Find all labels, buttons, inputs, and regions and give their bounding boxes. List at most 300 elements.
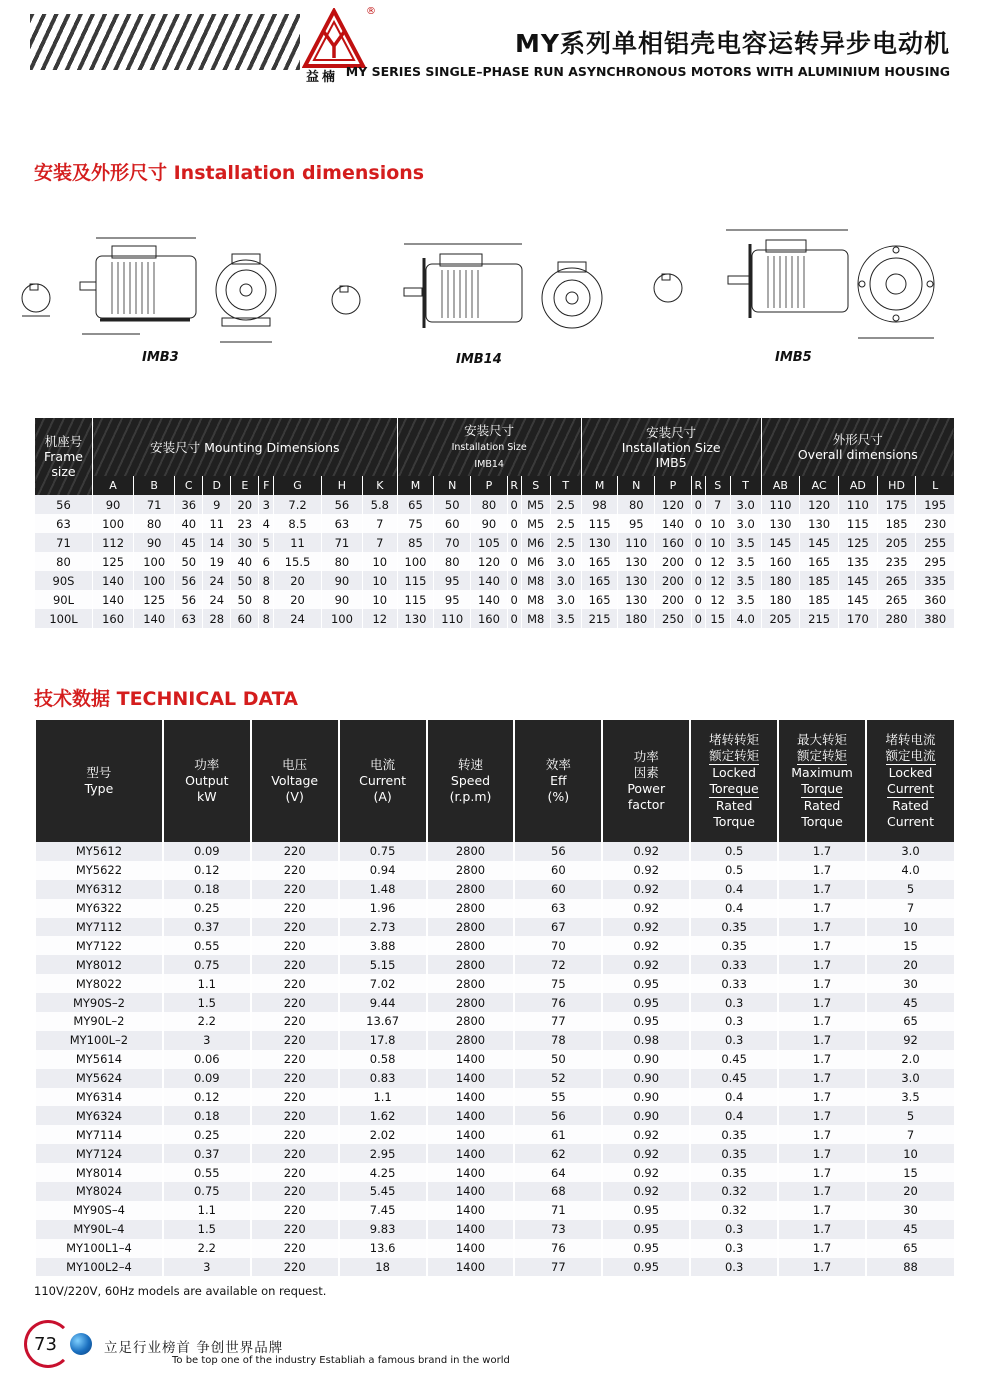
tech-col-header: 功率 因素 Power factor xyxy=(602,720,690,842)
dimension-cell: 9 xyxy=(203,495,231,514)
dimension-cell: 90 xyxy=(321,590,362,609)
tech-value-cell: 0.75 xyxy=(339,842,427,861)
tech-value-cell: 65 xyxy=(866,1012,954,1031)
tech-value-cell: 1400 xyxy=(427,1125,515,1144)
dimension-cell: 65 xyxy=(397,495,434,514)
dimension-cell: 8 xyxy=(259,571,274,590)
page-title-cn: MY系列单相铝壳电容运转异步电动机 xyxy=(515,29,950,58)
dimension-cell: 145 xyxy=(839,590,878,609)
tech-value-cell: 0.92 xyxy=(602,842,690,861)
dim-col-header: AB xyxy=(761,476,800,495)
dimension-cell: 4 xyxy=(259,514,274,533)
tech-value-cell: 220 xyxy=(251,1106,339,1125)
tech-value-cell: 0.3 xyxy=(690,1258,778,1277)
tech-value-cell: 18 xyxy=(339,1258,427,1277)
dimension-cell: 80 xyxy=(321,552,362,571)
dimension-cell: 15.5 xyxy=(274,552,322,571)
imb3-shaft-end-icon xyxy=(22,284,50,316)
dimension-cell: 3.5 xyxy=(730,533,761,552)
dimension-cell: 40 xyxy=(231,552,259,571)
tech-value-cell: 0.58 xyxy=(339,1050,427,1069)
tech-value-cell: 1400 xyxy=(427,1201,515,1220)
dim-col-header: S xyxy=(521,476,550,495)
imb14-shaft-end-icon xyxy=(332,286,360,314)
dimension-cell: 0 xyxy=(507,571,521,590)
tech-value-cell: 1.7 xyxy=(778,936,866,955)
frame-size-cell: 100L xyxy=(35,609,93,628)
dimension-cell: 7 xyxy=(362,514,397,533)
dimension-cell: 100 xyxy=(321,609,362,628)
table-row xyxy=(35,1239,954,1258)
tech-value-cell: 220 xyxy=(251,842,339,861)
model-type-cell: MY8014 xyxy=(35,1163,163,1182)
dimension-cell: 20 xyxy=(231,495,259,514)
dimension-cell: 120 xyxy=(800,495,839,514)
tech-value-cell: 1.7 xyxy=(778,1012,866,1031)
table-row xyxy=(35,955,954,974)
tech-value-cell: 1.7 xyxy=(778,1031,866,1050)
table-row xyxy=(35,1050,954,1069)
tech-value-cell: 0.92 xyxy=(602,955,690,974)
table-row xyxy=(35,861,954,880)
table-row xyxy=(35,1144,954,1163)
tech-value-cell: 0.92 xyxy=(602,1163,690,1182)
imb5-size-header: 安装尺寸 Installation Size IMB5 xyxy=(581,418,761,476)
dimensions-table-body xyxy=(35,495,955,628)
tech-value-cell: 0.3 xyxy=(690,1031,778,1050)
dimension-cell: 180 xyxy=(761,590,800,609)
tech-value-cell: 1.5 xyxy=(163,1220,251,1239)
tech-value-cell: 0.12 xyxy=(163,861,251,880)
dimension-cell: 50 xyxy=(434,495,471,514)
table-row xyxy=(35,974,954,993)
dimension-cell: 2.5 xyxy=(550,514,581,533)
tech-value-cell: 2800 xyxy=(427,993,515,1012)
tech-col-header: 功率 Output kW xyxy=(163,720,251,842)
tech-value-cell: 0.4 xyxy=(690,899,778,918)
dimension-cell: 140 xyxy=(93,590,134,609)
dimension-cell: 160 xyxy=(471,609,508,628)
model-type-cell: MY7122 xyxy=(35,936,163,955)
dimension-cell: 12 xyxy=(705,552,730,571)
dimension-cell: 45 xyxy=(175,533,203,552)
tech-value-cell: 52 xyxy=(514,1069,602,1088)
tech-value-cell: 220 xyxy=(251,1144,339,1163)
tech-col-header: 效率 Eff (%) xyxy=(514,720,602,842)
tech-value-cell: 7.45 xyxy=(339,1201,427,1220)
dimension-cell: 12 xyxy=(362,609,397,628)
tech-value-cell: 78 xyxy=(514,1031,602,1050)
tech-value-cell: 70 xyxy=(514,936,602,955)
dim-col-header: P xyxy=(471,476,508,495)
dimension-cell: 15 xyxy=(705,609,730,628)
tech-value-cell: 1.7 xyxy=(778,974,866,993)
dimension-cell: 130 xyxy=(618,590,655,609)
table-row xyxy=(35,590,955,609)
registered-mark: ® xyxy=(366,6,376,17)
dimension-cell: 80 xyxy=(618,495,655,514)
tech-value-cell: 72 xyxy=(514,955,602,974)
tech-value-cell: 220 xyxy=(251,1088,339,1107)
model-type-cell: MY8022 xyxy=(35,974,163,993)
table-row xyxy=(35,1106,954,1125)
tech-value-cell: 0.35 xyxy=(690,1144,778,1163)
tech-value-cell: 0.3 xyxy=(690,993,778,1012)
model-type-cell: MY90L–4 xyxy=(35,1220,163,1239)
dimension-cell: 10 xyxy=(362,571,397,590)
tech-value-cell: 3.0 xyxy=(866,842,954,861)
dimension-cell: 250 xyxy=(655,609,692,628)
tech-value-cell: 2.0 xyxy=(866,1050,954,1069)
dimension-cell: 115 xyxy=(397,571,434,590)
table-row xyxy=(35,918,954,937)
tech-value-cell: 1.7 xyxy=(778,1220,866,1239)
dimension-cell: 50 xyxy=(175,552,203,571)
tech-value-cell: 75 xyxy=(514,974,602,993)
dimension-cell: 10 xyxy=(362,590,397,609)
tech-value-cell: 220 xyxy=(251,955,339,974)
tech-value-cell: 0.37 xyxy=(163,1144,251,1163)
tech-value-cell: 0.33 xyxy=(690,974,778,993)
tech-value-cell: 64 xyxy=(514,1163,602,1182)
tech-value-cell: 0.18 xyxy=(163,880,251,899)
dim-col-header: N xyxy=(434,476,471,495)
tech-value-cell: 3.0 xyxy=(866,1069,954,1088)
overall-dimensions-header: 外形尺寸 Overall dimensions xyxy=(761,418,954,476)
dimension-cell: 165 xyxy=(581,552,618,571)
dimension-cell: 23 xyxy=(231,514,259,533)
tech-value-cell: 1.7 xyxy=(778,1182,866,1201)
dimension-cell: 36 xyxy=(175,495,203,514)
dimension-cell: 130 xyxy=(397,609,434,628)
dimension-cell: 63 xyxy=(175,609,203,628)
table-row xyxy=(35,1069,954,1088)
tech-value-cell: 3.5 xyxy=(866,1088,954,1107)
dimension-cell: 170 xyxy=(839,609,878,628)
dimension-cell: 60 xyxy=(434,514,471,533)
dimension-cell: 20 xyxy=(274,590,322,609)
dimension-cell: 3.0 xyxy=(550,552,581,571)
tech-value-cell: 220 xyxy=(251,1031,339,1050)
dimension-cell: 100 xyxy=(397,552,434,571)
dimension-cell: 63 xyxy=(321,514,362,533)
tech-value-cell: 0.92 xyxy=(602,899,690,918)
dimension-cell: 160 xyxy=(93,609,134,628)
view-label-imb14: IMB14 xyxy=(456,352,502,367)
dimension-cell: 3.0 xyxy=(550,590,581,609)
dimension-cell: 20 xyxy=(274,571,322,590)
dim-col-header: F xyxy=(259,476,274,495)
dimension-cell: 145 xyxy=(839,571,878,590)
dimension-cell: 110 xyxy=(839,495,878,514)
tech-value-cell: 220 xyxy=(251,1012,339,1031)
footer-slogan-en: To be top one of the industry Establiah a famous brand in the world xyxy=(172,1355,510,1366)
tech-value-cell: 20 xyxy=(866,1182,954,1201)
tech-value-cell: 50 xyxy=(514,1050,602,1069)
tech-value-cell: 60 xyxy=(514,880,602,899)
tech-value-cell: 5.15 xyxy=(339,955,427,974)
tech-value-cell: 1.7 xyxy=(778,1106,866,1125)
tech-value-cell: 7 xyxy=(866,899,954,918)
dimension-cell: 100 xyxy=(134,571,175,590)
view-label-imb3: IMB3 xyxy=(142,350,179,365)
tech-value-cell: 5 xyxy=(866,1106,954,1125)
table-row xyxy=(35,552,955,571)
dimension-cell: 140 xyxy=(134,609,175,628)
tech-value-cell: 0.92 xyxy=(602,880,690,899)
dimension-cell: 115 xyxy=(581,514,618,533)
tech-col-header: 堵转转矩 额定转矩 Locked Toreque Rated Torque xyxy=(690,720,778,842)
dimension-cell: 235 xyxy=(877,552,916,571)
dimension-cell: 50 xyxy=(231,590,259,609)
technical-data-headers xyxy=(35,720,954,842)
dimension-cell: 3.5 xyxy=(730,590,761,609)
tech-value-cell: 0.35 xyxy=(690,1125,778,1144)
dimension-column-headers xyxy=(35,476,955,495)
dimension-cell: 165 xyxy=(800,552,839,571)
table-row xyxy=(35,936,954,955)
dim-col-header: P xyxy=(655,476,692,495)
dimension-cell: 110 xyxy=(618,533,655,552)
dimension-cell: 80 xyxy=(134,514,175,533)
tech-value-cell: 0.92 xyxy=(602,1144,690,1163)
dim-col-header: E xyxy=(231,476,259,495)
tech-value-cell: 220 xyxy=(251,1201,339,1220)
dimension-cell: 4.0 xyxy=(730,609,761,628)
table-row xyxy=(35,571,955,590)
tech-value-cell: 15 xyxy=(866,1163,954,1182)
tech-value-cell: 1400 xyxy=(427,1239,515,1258)
dimension-cell: 125 xyxy=(839,533,878,552)
dimension-cell: 145 xyxy=(761,533,800,552)
dimension-cell: 95 xyxy=(618,514,655,533)
tech-value-cell: 2800 xyxy=(427,1031,515,1050)
tech-value-cell: 1.7 xyxy=(778,1069,866,1088)
dimension-cell: 3.5 xyxy=(730,571,761,590)
model-type-cell: MY5624 xyxy=(35,1069,163,1088)
model-type-cell: MY100L2–4 xyxy=(35,1258,163,1277)
imb5-shaft-end-icon xyxy=(654,274,682,302)
dimension-cell: 215 xyxy=(581,609,618,628)
tech-value-cell: 0.3 xyxy=(690,1012,778,1031)
model-type-cell: MY90L–2 xyxy=(35,1012,163,1031)
tech-value-cell: 0.09 xyxy=(163,842,251,861)
tech-value-cell: 15 xyxy=(866,936,954,955)
tech-section-title: 技术数据 TECHNICAL DATA xyxy=(34,688,298,710)
model-type-cell: MY7112 xyxy=(35,918,163,937)
dim-col-header: R xyxy=(507,476,521,495)
frame-size-cell: 71 xyxy=(35,533,93,552)
tech-value-cell: 1400 xyxy=(427,1182,515,1201)
dimension-cell: 3.0 xyxy=(550,571,581,590)
tech-value-cell: 0.90 xyxy=(602,1069,690,1088)
tech-value-cell: 1.7 xyxy=(778,918,866,937)
brand-logo-icon xyxy=(302,8,366,72)
tech-value-cell: 7.02 xyxy=(339,974,427,993)
table-row xyxy=(35,842,954,861)
dimension-cell: M8 xyxy=(521,590,550,609)
dimension-cell: 0 xyxy=(507,514,521,533)
dimension-cell: 56 xyxy=(175,590,203,609)
table-row xyxy=(35,1125,954,1144)
tech-value-cell: 2800 xyxy=(427,918,515,937)
tech-value-cell: 0.92 xyxy=(602,1125,690,1144)
tech-value-cell: 0.83 xyxy=(339,1069,427,1088)
technical-data-body xyxy=(35,842,954,1276)
tech-value-cell: 65 xyxy=(866,1239,954,1258)
tech-value-cell: 220 xyxy=(251,899,339,918)
tech-value-cell: 1.7 xyxy=(778,993,866,1012)
dimension-cell: 90 xyxy=(93,495,134,514)
tech-value-cell: 0.32 xyxy=(690,1201,778,1220)
tech-value-cell: 0.45 xyxy=(690,1050,778,1069)
tech-value-cell: 220 xyxy=(251,974,339,993)
tech-value-cell: 9.44 xyxy=(339,993,427,1012)
tech-value-cell: 0.90 xyxy=(602,1050,690,1069)
dimension-cell: 185 xyxy=(800,590,839,609)
dimension-cell: 110 xyxy=(761,495,800,514)
dimension-cell: 265 xyxy=(877,571,916,590)
tech-value-cell: 2800 xyxy=(427,842,515,861)
dimension-cell: 0 xyxy=(691,495,705,514)
dim-col-header: H xyxy=(321,476,362,495)
tech-value-cell: 0.90 xyxy=(602,1106,690,1125)
mounting-dimensions-header: 安装尺寸 Mounting Dimensions xyxy=(93,418,398,476)
dimension-cell: 40 xyxy=(175,514,203,533)
dimension-cell: 80 xyxy=(471,495,508,514)
table-row xyxy=(35,1088,954,1107)
tech-value-cell: 0.35 xyxy=(690,1163,778,1182)
dimension-cell: 50 xyxy=(231,571,259,590)
dimension-cell: 230 xyxy=(916,514,954,533)
table-row xyxy=(35,993,954,1012)
tech-value-cell: 63 xyxy=(514,899,602,918)
table-row xyxy=(35,1220,954,1239)
table-row xyxy=(35,899,954,918)
dimension-cell: 90 xyxy=(134,533,175,552)
dimension-cell: 265 xyxy=(877,590,916,609)
dimension-cell: 90 xyxy=(471,514,508,533)
tech-value-cell: 10 xyxy=(866,1144,954,1163)
tech-value-cell: 0.95 xyxy=(602,1201,690,1220)
tech-value-cell: 2.73 xyxy=(339,918,427,937)
dimension-cell: 56 xyxy=(175,571,203,590)
dimension-cell: 75 xyxy=(397,514,434,533)
frame-size-cell: 90S xyxy=(35,571,93,590)
tech-value-cell: 4.0 xyxy=(866,861,954,880)
tech-value-cell: 68 xyxy=(514,1182,602,1201)
dimension-cell: 280 xyxy=(877,609,916,628)
tech-value-cell: 60 xyxy=(514,861,602,880)
tech-value-cell: 20 xyxy=(866,955,954,974)
dim-col-header: D xyxy=(203,476,231,495)
tech-value-cell: 1.7 xyxy=(778,955,866,974)
tech-value-cell: 0.92 xyxy=(602,861,690,880)
dimension-cell: 71 xyxy=(134,495,175,514)
dimension-cell: 185 xyxy=(800,571,839,590)
tech-value-cell: 9.83 xyxy=(339,1220,427,1239)
tech-value-cell: 1400 xyxy=(427,1088,515,1107)
dimension-cell: 120 xyxy=(655,495,692,514)
tech-value-cell: 17.8 xyxy=(339,1031,427,1050)
tech-col-header: 最大转矩 额定转矩 Maximum Torque Rated Torque xyxy=(778,720,866,842)
tech-value-cell: 220 xyxy=(251,880,339,899)
dimension-cell: 3.5 xyxy=(730,552,761,571)
tech-col-header: 电压 Voltage (V) xyxy=(251,720,339,842)
tech-value-cell: 220 xyxy=(251,918,339,937)
tech-value-cell: 0.55 xyxy=(163,936,251,955)
dimension-cell: 85 xyxy=(397,533,434,552)
tech-value-cell: 1400 xyxy=(427,1220,515,1239)
tech-value-cell: 1.1 xyxy=(163,1201,251,1220)
dimension-cell: 95 xyxy=(434,571,471,590)
imb5-front-view-icon xyxy=(858,246,934,338)
tech-value-cell: 0.5 xyxy=(690,861,778,880)
tech-value-cell: 76 xyxy=(514,1239,602,1258)
tech-value-cell: 5 xyxy=(866,880,954,899)
technical-data-table xyxy=(34,720,954,1276)
page-title-en: MY SERIES SINGLE–PHASE RUN ASYNCHRONOUS MOTORS WITH ALUMINIUM HOUSING xyxy=(345,64,950,79)
model-type-cell: MY7114 xyxy=(35,1125,163,1144)
tech-value-cell: 0.5 xyxy=(690,842,778,861)
dimension-cell: 120 xyxy=(471,552,508,571)
tech-value-cell: 1.7 xyxy=(778,1163,866,1182)
tech-value-cell: 0.25 xyxy=(163,1125,251,1144)
dimension-cell: 3.5 xyxy=(550,609,581,628)
tech-value-cell: 77 xyxy=(514,1012,602,1031)
dimension-cell: 0 xyxy=(507,609,521,628)
tech-value-cell: 0.95 xyxy=(602,1258,690,1277)
dimension-cell: 145 xyxy=(800,533,839,552)
tech-value-cell: 1.7 xyxy=(778,899,866,918)
tech-value-cell: 77 xyxy=(514,1258,602,1277)
dim-col-header: C xyxy=(175,476,203,495)
dimension-cell: 5 xyxy=(259,533,274,552)
tech-value-cell: 1.7 xyxy=(778,861,866,880)
dimension-cell: 110 xyxy=(434,609,471,628)
tech-value-cell: 0.95 xyxy=(602,993,690,1012)
dimension-cell: 98 xyxy=(581,495,618,514)
dimension-cell: 135 xyxy=(839,552,878,571)
dimension-cell: M6 xyxy=(521,533,550,552)
dimension-cell: 115 xyxy=(839,514,878,533)
dimension-cell: 335 xyxy=(916,571,954,590)
frame-size-cell: 90L xyxy=(35,590,93,609)
dimensions-table xyxy=(34,418,954,628)
dimension-cell: 11 xyxy=(203,514,231,533)
tech-value-cell: 62 xyxy=(514,1144,602,1163)
dimension-cell: 112 xyxy=(93,533,134,552)
tech-value-cell: 0.95 xyxy=(602,1239,690,1258)
tech-value-cell: 0.94 xyxy=(339,861,427,880)
tech-value-cell: 0.75 xyxy=(163,955,251,974)
dimension-cell: 7.2 xyxy=(274,495,322,514)
dimension-cell: 215 xyxy=(800,609,839,628)
tech-value-cell: 220 xyxy=(251,1182,339,1201)
dimension-cell: M5 xyxy=(521,495,550,514)
dimension-cell: 180 xyxy=(618,609,655,628)
dim-col-header: G xyxy=(274,476,322,495)
tech-value-cell: 220 xyxy=(251,1220,339,1239)
tech-value-cell: 0.25 xyxy=(163,899,251,918)
dimension-cell: 175 xyxy=(877,495,916,514)
dimension-cell: 3 xyxy=(259,495,274,514)
imb3-front-view-icon xyxy=(216,254,276,342)
dimension-cell: 0 xyxy=(691,514,705,533)
dimension-cell: 56 xyxy=(321,495,362,514)
tech-value-cell: 92 xyxy=(866,1031,954,1050)
dimension-cell: 28 xyxy=(203,609,231,628)
